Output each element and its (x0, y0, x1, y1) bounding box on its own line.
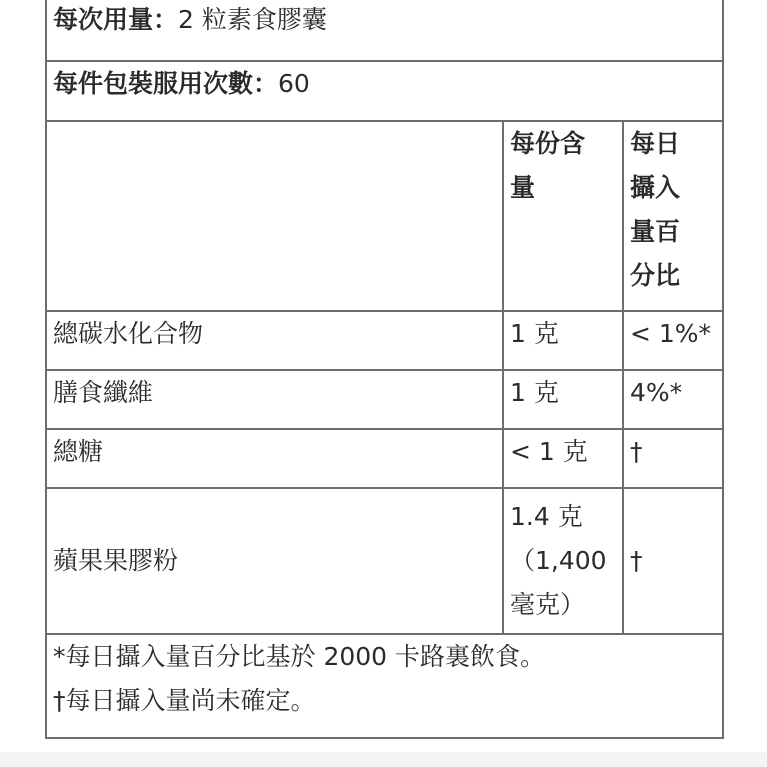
servings-per-package-value: 60 (278, 69, 310, 98)
nutrient-row-total-sugars (46, 429, 723, 488)
amount-header-line: 量 (510, 173, 536, 202)
ingredient-amount-line: （1,400 (510, 546, 607, 575)
supplement-facts-table (45, 0, 724, 739)
ingredient-daily-value: † (623, 488, 723, 634)
footnote-cell (46, 634, 723, 738)
serving-size-label: 每次用量： (53, 5, 179, 34)
ingredient-amount-line: 毫克） (510, 590, 586, 619)
column-header-row (46, 121, 723, 311)
amount-per-serving-header (503, 121, 623, 311)
ingredient-amount-line: 1.4 克 (510, 502, 583, 531)
nutrient-row-dietary-fiber (46, 370, 723, 429)
nutrient-name: 膳食纖維 (46, 370, 503, 429)
servings-per-package-label: 每件包裝服用次數： (53, 69, 279, 98)
footnote-daily-value-basis: *每日攝入量百分比基於 2000 卡路裏飲食。 (53, 642, 546, 671)
serving-size-row (46, 0, 723, 61)
nutrient-amount: < 1 克 (503, 429, 623, 488)
dv-header-line: 攝入 (630, 173, 681, 202)
serving-size-cell (46, 0, 723, 61)
nutrient-daily-value: < 1%* (623, 311, 723, 370)
daily-value-header (623, 121, 723, 311)
footnote-not-established: †每日攝入量尚未確定。 (53, 686, 316, 715)
amount-header-line: 每份含 (510, 129, 586, 158)
bottom-divider-strip (0, 752, 767, 767)
nutrient-daily-value: † (623, 429, 723, 488)
nutrient-name: 總糖 (46, 429, 503, 488)
nutrient-amount: 1 克 (503, 370, 623, 429)
nutrient-amount: 1 克 (503, 311, 623, 370)
servings-per-package-cell (46, 61, 723, 121)
servings-per-package-row (46, 61, 723, 121)
nutrient-name: 總碳水化合物 (46, 311, 503, 370)
nutrient-daily-value: 4%* (623, 370, 723, 429)
nutrient-row-total-carbohydrate (46, 311, 723, 370)
ingredient-name: 蘋果果膠粉 (46, 488, 503, 634)
dv-header-line: 每日 (630, 129, 681, 158)
dv-header-line: 量百 (630, 217, 681, 246)
dv-header-line: 分比 (630, 261, 681, 290)
serving-size-value: 2 粒素食膠囊 (178, 5, 327, 34)
ingredient-row-apple-pectin (46, 488, 723, 634)
supplement-facts-panel (45, 0, 722, 739)
footnote-row (46, 634, 723, 738)
header-blank-cell (46, 121, 503, 311)
ingredient-amount (503, 488, 623, 634)
